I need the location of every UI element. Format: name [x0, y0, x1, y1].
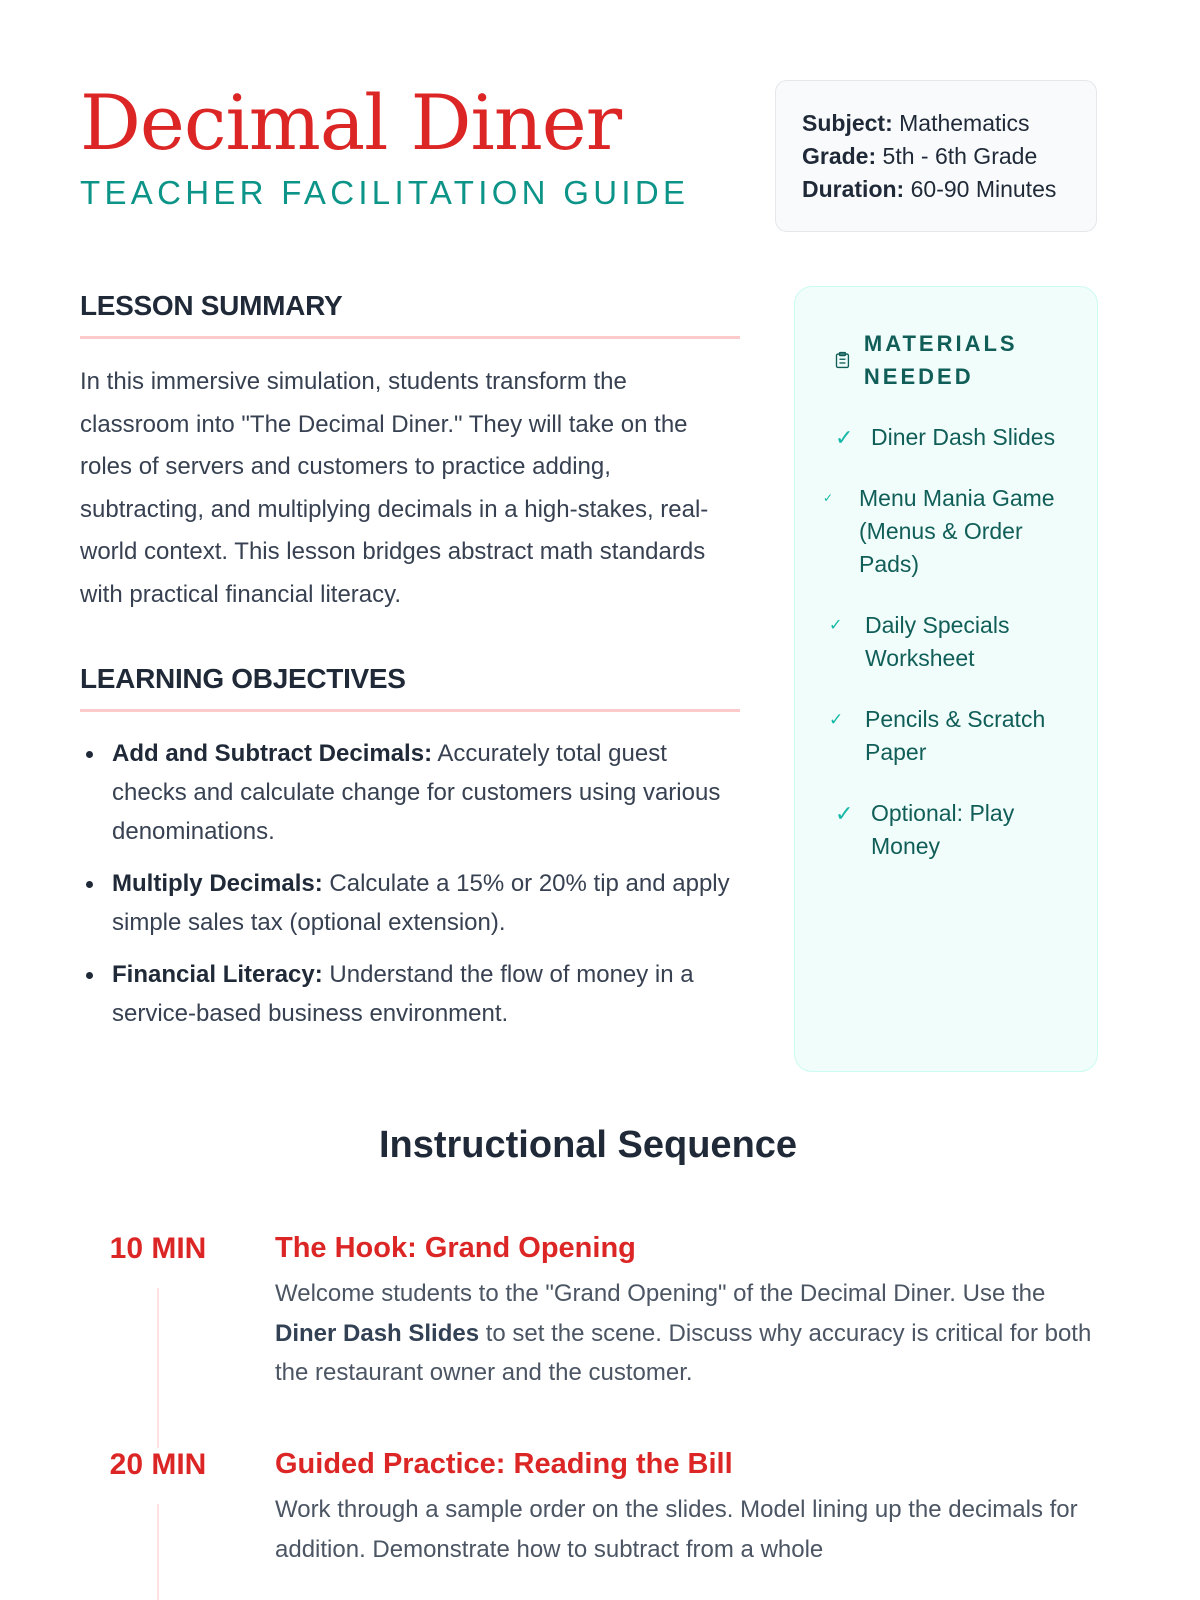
- materials-heading: [835, 327, 1067, 393]
- material-label: Diner Dash Slides: [871, 424, 1056, 450]
- materials-heading-text: MATERIALS NEEDED: [863, 331, 1018, 389]
- objective-item: [80, 955, 740, 1033]
- instructional-sequence-heading: Instructional Sequence: [378, 1124, 798, 1166]
- check-icon: ✓: [829, 617, 843, 634]
- material-item: [823, 482, 1067, 581]
- objective-text: Calculate a 15% or 20% tip and apply simple sales tax (optional extension).: [112, 869, 730, 936]
- main-column: [80, 290, 740, 1046]
- objective-label: Add and Subtract Decimals:: [112, 739, 433, 767]
- duration-row: [802, 173, 1096, 206]
- objective-item: [80, 734, 740, 851]
- step-title: The Hook: Grand Opening: [275, 1232, 636, 1264]
- lesson-info-card: [775, 80, 1097, 232]
- step-time: 20 MIN: [109, 1448, 207, 1481]
- objective-text: Accurately total guest checks and calculate change for customers using various denominations.: [112, 739, 721, 845]
- page-title: Decimal Diner: [80, 78, 622, 167]
- timeline-line: [157, 1504, 159, 1600]
- step-text: Welcome students to the "Grand Opening" of the Decimal Diner. Use the: [275, 1280, 1046, 1307]
- step-description: [275, 1274, 1105, 1393]
- subject-label: Subject:: [802, 110, 893, 136]
- lesson-summary-text: In this immersive simulation, students transform the classroom into "The Decimal Diner." They will take on the roles of servers and customers to practice adding, subtracting, and multiplying decimals in a high-stakes, real-world context. This lesson bridges abstract math standards with practical financial literacy.: [80, 368, 709, 608]
- lesson-summary-heading: LESSON SUMMARY: [80, 290, 740, 339]
- objective-label: Multiply Decimals:: [112, 869, 323, 897]
- step-text: Work through a sample order on the slides. Model lining up the decimals for addition. Demonstrate how to subtract from a whole: [275, 1496, 1078, 1563]
- learning-objectives-heading: LEARNING OBJECTIVES: [80, 663, 740, 712]
- material-item: [835, 421, 1067, 454]
- step-bold-text: Diner Dash Slides: [275, 1319, 480, 1347]
- duration-label: Duration:: [802, 176, 905, 202]
- step-text: to set the scene. Discuss why accuracy is critical for both the restaurant owner and the customer.: [275, 1319, 1092, 1386]
- duration-value: 60-90 Minutes: [910, 176, 1057, 202]
- subject-row: [802, 107, 1096, 140]
- step-title: Guided Practice: Reading the Bill: [275, 1448, 733, 1480]
- objective-text: Understand the flow of money in a service-based business environment.: [112, 960, 694, 1027]
- material-item: [835, 797, 1067, 863]
- subject-value: Mathematics: [899, 110, 1030, 136]
- check-icon: ✓: [829, 710, 844, 729]
- material-label: Daily Specials Worksheet: [865, 612, 1010, 671]
- grade-label: Grade:: [802, 143, 877, 169]
- step-time: 10 MIN: [109, 1232, 207, 1265]
- material-item: [829, 703, 1067, 769]
- material-item: [829, 609, 1067, 675]
- objective-label: Financial Literacy:: [112, 960, 323, 988]
- check-icon: ✓: [835, 425, 854, 450]
- materials-card: [794, 286, 1098, 1072]
- page-subtitle: TEACHER FACILITATION GUIDE: [80, 174, 690, 211]
- check-icon: ✓: [823, 491, 834, 505]
- timeline-line: [157, 1288, 159, 1448]
- material-label: Menu Mania Game (Menus & Order Pads): [859, 485, 1055, 577]
- objectives-list: [80, 734, 740, 1033]
- step-description: [275, 1490, 1105, 1569]
- material-label: Optional: Play Money: [871, 800, 1015, 859]
- grade-row: [802, 140, 1096, 173]
- check-icon: ✓: [835, 801, 854, 826]
- clipboard-icon: [835, 349, 850, 371]
- objective-item: [80, 864, 740, 942]
- material-label: Pencils & Scratch Paper: [865, 706, 1046, 765]
- grade-value: 5th - 6th Grade: [882, 143, 1038, 169]
